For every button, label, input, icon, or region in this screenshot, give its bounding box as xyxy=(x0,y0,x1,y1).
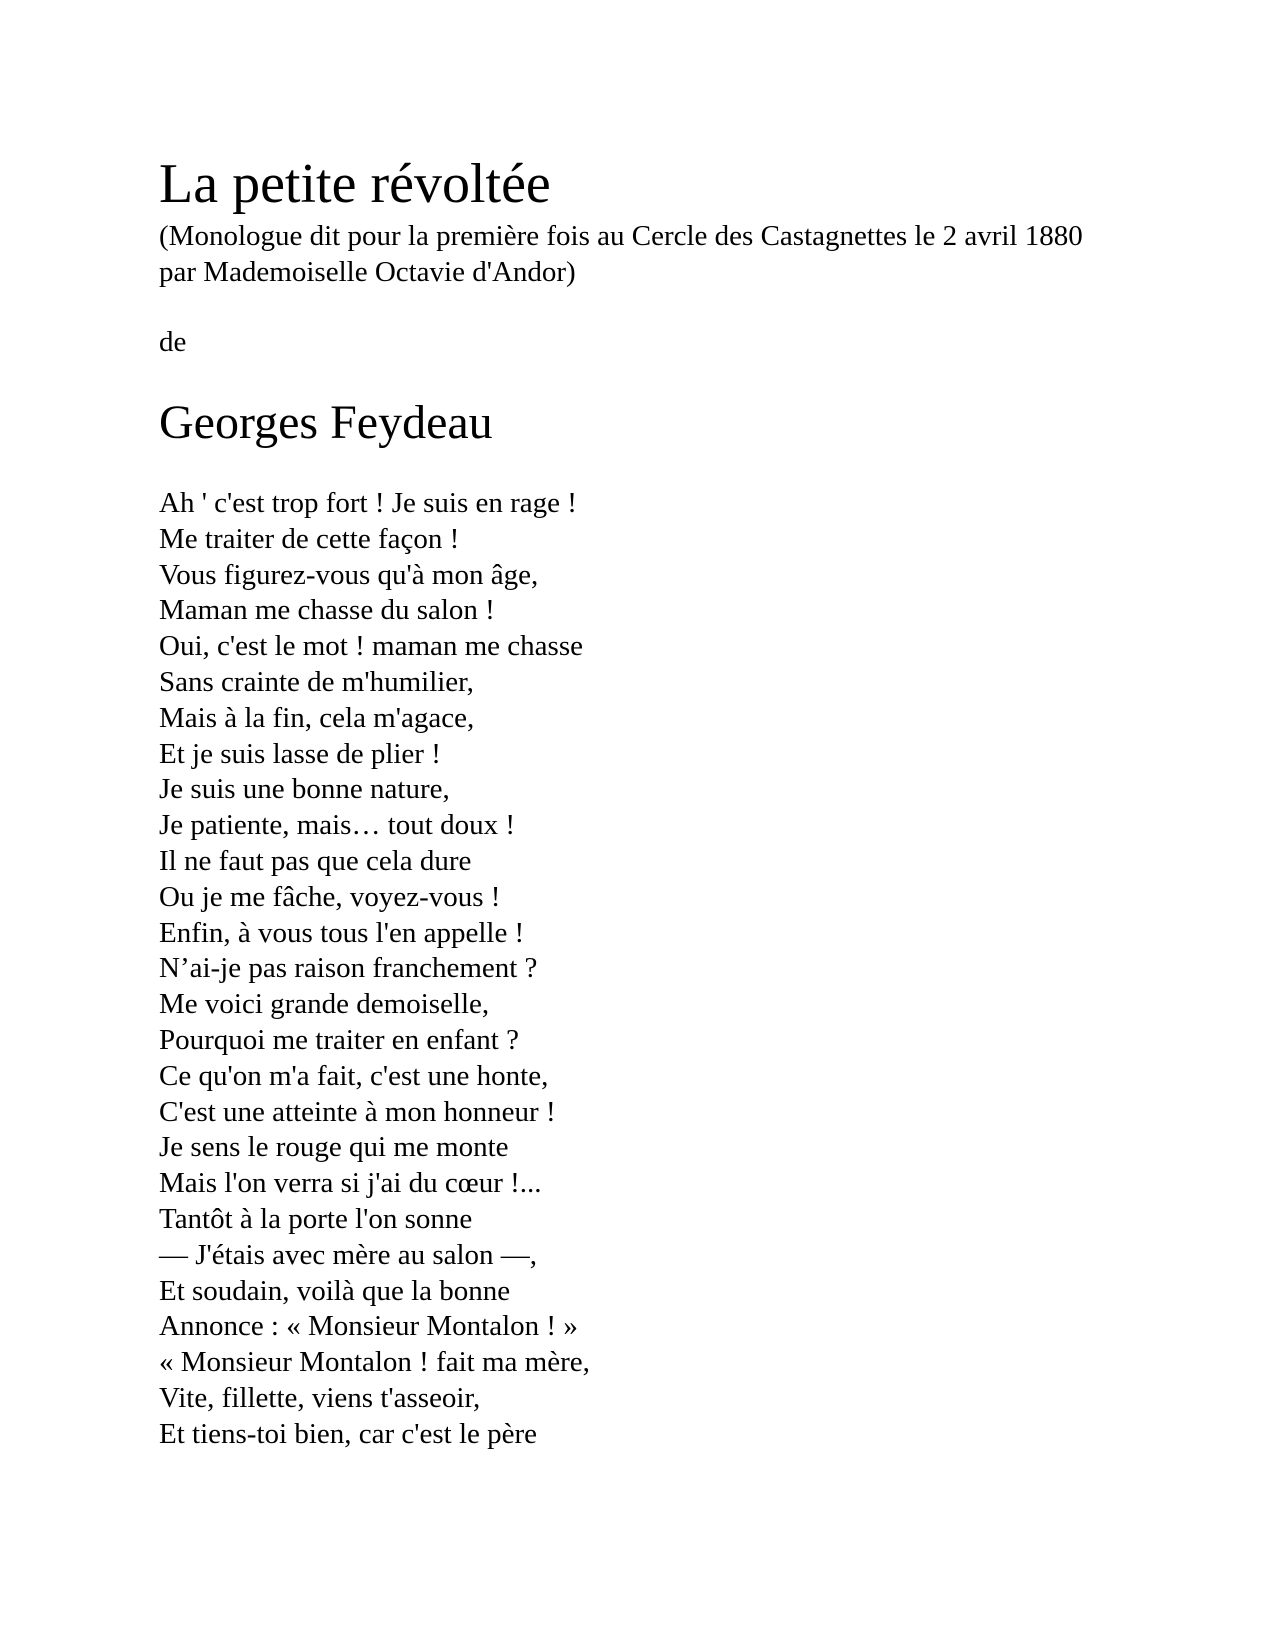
verse-line: N’ai-je pas raison franchement ? xyxy=(159,952,538,985)
document-title: La petite révoltée xyxy=(159,153,551,215)
verse-line: Je suis une bonne nature, xyxy=(159,773,450,806)
author-name: Georges Feydeau xyxy=(159,396,493,449)
verse-line: Mais à la fin, cela m'agace, xyxy=(159,701,475,734)
verse-line: Et soudain, voilà que la bonne xyxy=(159,1274,511,1307)
verse-line: Me traiter de cette façon ! xyxy=(159,522,460,555)
document-subtitle: (Monologue dit pour la première fois au Cercle des Castagnettes le 2 avril 1880 par Mademoiselle Octavie d'Andor) xyxy=(159,220,1083,288)
author-preposition: de xyxy=(159,326,187,358)
verse-line: « Monsieur Montalon ! fait ma mère, xyxy=(159,1346,590,1379)
verse-line: — J'étais avec mère au salon —, xyxy=(159,1238,538,1271)
verse-line: Me voici grande demoiselle, xyxy=(159,988,490,1021)
verse-line: Oui, c'est le mot ! maman me chasse xyxy=(159,630,583,663)
verse-line: Sans crainte de m'humilier, xyxy=(159,665,474,698)
verse-line: Et je suis lasse de plier ! xyxy=(159,737,441,770)
verse-line: Mais l'on verra si j'ai du cœur !... xyxy=(159,1167,542,1200)
verse-line: Et tiens-toi bien, car c'est le père xyxy=(159,1417,538,1450)
poem-verses xyxy=(159,486,1119,1453)
verse-line: Maman me chasse du salon ! xyxy=(159,594,495,627)
verse-line: Ce qu'on m'a fait, c'est une honte, xyxy=(159,1059,549,1092)
verse-line: Tantôt à la porte l'on sonne xyxy=(159,1202,473,1235)
verse-line: Ou je me fâche, voyez-vous ! xyxy=(159,880,501,913)
verse-line: Enfin, à vous tous l'en appelle ! xyxy=(159,916,525,949)
verse-line: Annonce : « Monsieur Montalon ! » xyxy=(159,1310,578,1343)
verse-line: Vite, fillette, viens t'asseoir, xyxy=(159,1381,481,1414)
verse-line: C'est une atteinte à mon honneur ! xyxy=(159,1095,556,1128)
verse-line: Vous figurez-vous qu'à mon âge, xyxy=(159,558,539,591)
verse-line: Je sens le rouge qui me monte xyxy=(159,1131,509,1164)
verse-line: Il ne faut pas que cela dure xyxy=(159,844,472,877)
document-page xyxy=(159,150,1119,1453)
verse-line: Pourquoi me traiter en enfant ? xyxy=(159,1023,519,1056)
verse-line: Ah ' c'est trop fort ! Je suis en rage ! xyxy=(159,487,577,519)
verse-line: Je patiente, mais… tout doux ! xyxy=(159,809,515,842)
